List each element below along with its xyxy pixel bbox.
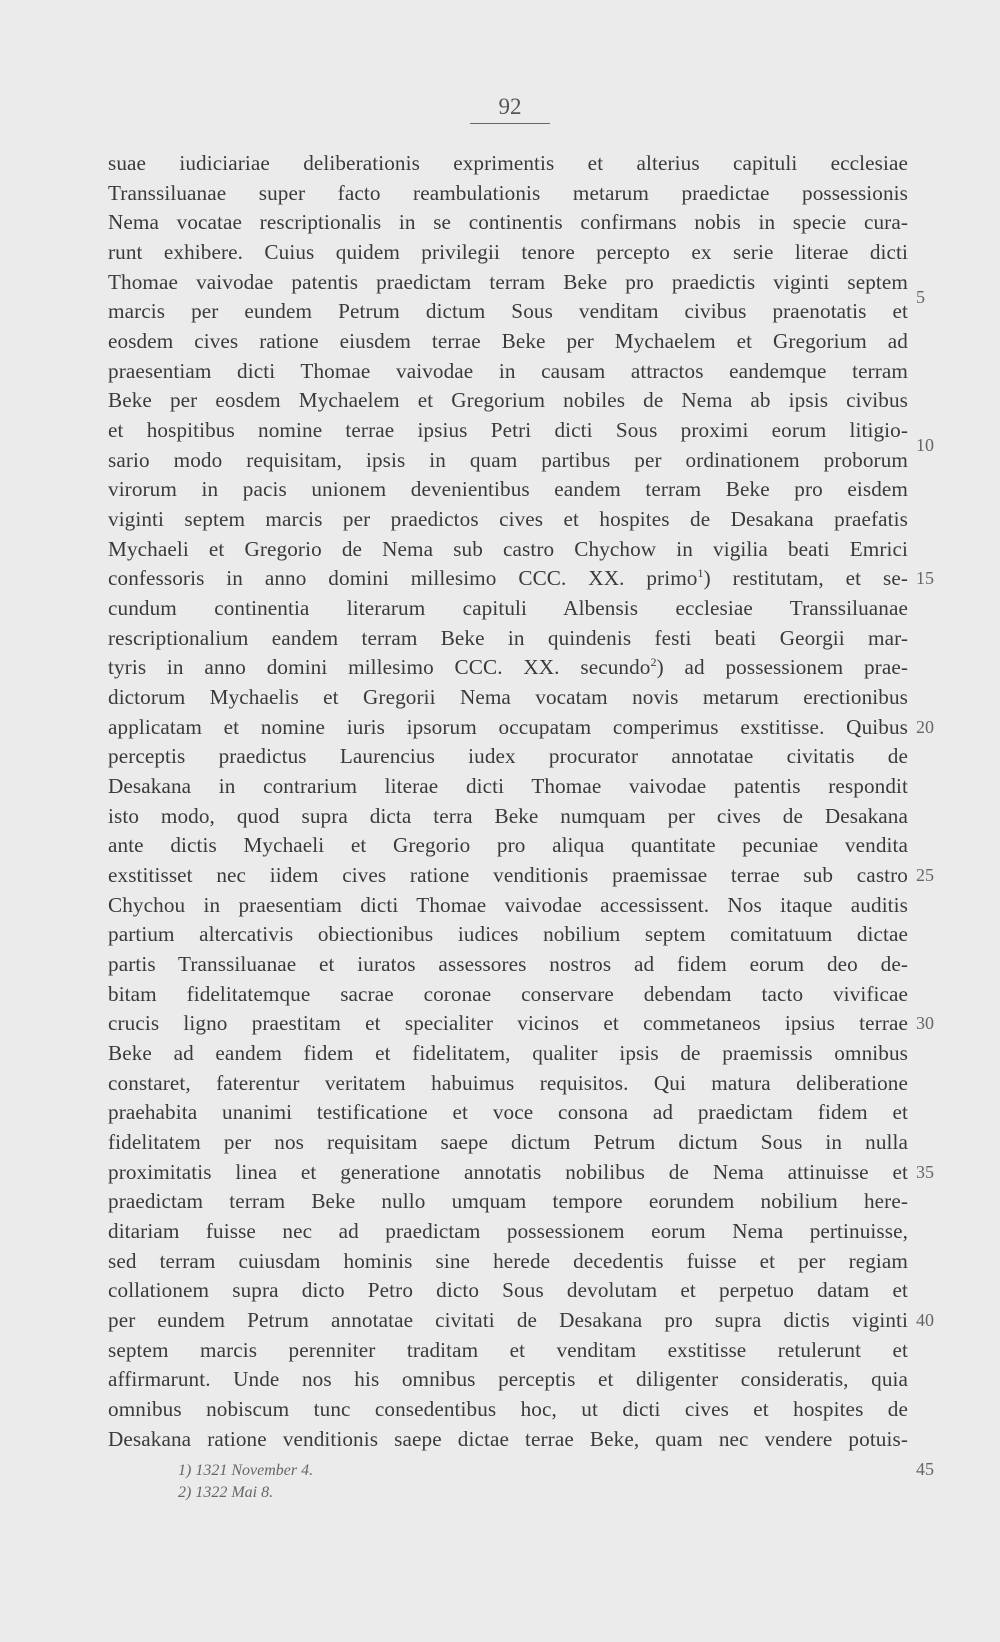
text-line: Transsiluanae super facto reambulationis metarum praedictae possessionis xyxy=(108,181,908,205)
text-line: virorum in pacis unionem devenientibus eandem terram Beke pro eisdem xyxy=(108,477,908,501)
text-fragment: restitutam, et se- xyxy=(732,566,908,590)
text-line: runt exhibere. Cuius quidem privilegii tenore percepto ex serie literae dicti xyxy=(108,240,908,264)
text-line: ditariam fuisse nec ad praedictam possessionem eorum Nema pertinuisse, xyxy=(108,1219,908,1243)
text-line: constaret, faterentur veritatem habuimus requisitos. Qui matura deliberatione xyxy=(108,1071,908,1095)
footnote: 2) 1322 Mai 8. xyxy=(178,1484,274,1501)
text-line: partis Transsiluanae et iuratos assessores nostros ad fidem eorum deo de- xyxy=(108,952,908,976)
footnote: 1) 1321 November 4. xyxy=(178,1462,314,1479)
text-line: affirmarunt. Unde nos his omnibus perceptis et diligenter consideratis, quia xyxy=(108,1367,908,1391)
text-line: viginti septem marcis per praedictos cives et hospites de Desakana praefatis xyxy=(108,507,908,531)
text-line: eosdem cives ratione eiusdem terrae Beke per Mychaelem et Gregorium ad xyxy=(108,329,908,353)
text-line: Mychaeli et Gregorio de Nema sub castro Chychow in vigilia beati Emrici xyxy=(108,537,908,561)
line-number: 10 xyxy=(916,435,934,455)
text-line: septem marcis perenniter traditam et venditam exstitisse retulerunt et xyxy=(108,1338,908,1362)
text-line: isto modo, quod supra dicta terra Beke numquam per cives de Desakana xyxy=(108,804,908,828)
line-number: 45 xyxy=(916,1459,934,1479)
text-line: et hospitibus nomine terrae ipsius Petri dicti Sous proximi eorum litigio- xyxy=(108,418,908,442)
text-line: Beke ad eandem fidem et fidelitatem, qualiter ipsis de praemissis omnibus xyxy=(108,1041,908,1065)
text-line: crucis ligno praestitam et specialiter vicinos et commetaneos ipsius terrae xyxy=(108,1011,908,1035)
text-line: exstitisset nec iidem cives ratione venditionis praemissae terrae sub castro xyxy=(108,863,908,887)
line-number: 20 xyxy=(916,717,934,737)
line-number: 25 xyxy=(916,865,934,885)
text-line: Nema vocatae rescriptionalis in se continentis confirmans nobis in specie cura- xyxy=(108,210,908,234)
text-line-with-footnote: tyris in anno domini millesimo CCC. XX. secundo$^2$) ad possessionem prae- xyxy=(108,654,908,679)
text-line: rescriptionalium eandem terram Beke in quindenis festi beati Georgii mar- xyxy=(108,626,908,650)
footnotes xyxy=(178,1460,313,1504)
line-number: 15 xyxy=(916,568,934,588)
text-line: Beke per eosdem Mychaelem et Gregorium nobiles de Nema ab ipsis civibus xyxy=(108,388,908,412)
text-line-with-footnote: confessoris in anno domini millesimo CCC. XX. primo$^1$) restitutam, et se- xyxy=(108,565,908,590)
line-number: 30 xyxy=(916,1013,934,1033)
text-line: praesentiam dicti Thomae vaivodae in causam attractos eandemque terram xyxy=(108,359,908,383)
line-number: 35 xyxy=(916,1162,934,1182)
footnote-text: 1321 November 4. xyxy=(195,1462,314,1479)
text-fragment: tyris in anno domini millesimo CCC. XX. secundo xyxy=(108,655,651,679)
footnote-marker: 1 xyxy=(697,565,704,580)
footnote-marker: 2 xyxy=(650,654,657,669)
text-line: fidelitatem per nos requisitam saepe dictum Petrum dictum Sous in nulla xyxy=(108,1130,908,1154)
text-line: sed terram cuiusdam hominis sine herede decedentis fuisse et per regiam xyxy=(108,1249,908,1273)
text-fragment: ad possessionem prae- xyxy=(684,655,908,679)
text-line: omnibus nobiscum tunc consedentibus hoc, ut dicti cives et hospites de xyxy=(108,1397,908,1421)
text-line: applicatam et nomine iuris ipsorum occupatam comperimus exstitisse. Quibus xyxy=(108,715,908,739)
footnote-marker: 2 xyxy=(178,1484,186,1501)
line-number: 5 xyxy=(916,287,925,307)
text-line: proximitatis linea et generatione annotatis nobilibus de Nema attinuisse et xyxy=(108,1160,908,1184)
line-number: 40 xyxy=(916,1310,934,1330)
text-line: ante dictis Mychaeli et Gregorio pro aliqua quantitate pecuniae vendita xyxy=(108,833,908,857)
text-line: Desakana ratione venditionis saepe dictae terrae Beke, quam nec vendere potuis- xyxy=(108,1427,908,1451)
text-fragment: confessoris in anno domini millesimo CCC. XX. primo xyxy=(108,566,698,590)
page-number-rule xyxy=(470,123,550,124)
footnote-marker: 1 xyxy=(178,1462,186,1479)
text-line: partium altercativis obiectionibus iudices nobilium septem comitatuum dictae xyxy=(108,922,908,946)
text-line: Thomae vaivodae patentis praedictam terram Beke pro praedictis viginti septem xyxy=(108,270,908,294)
text-line: suae iudiciariae deliberationis exprimentis et alterius capituli ecclesiae xyxy=(108,151,908,175)
text-line: cundum continentia literarum capituli Albensis ecclesiae Transsiluanae xyxy=(108,596,908,620)
text-line: per eundem Petrum annotatae civitati de Desakana pro supra dictis viginti xyxy=(108,1308,908,1332)
text-line: Desakana in contrarium literae dicti Thomae vaivodae patentis respondit xyxy=(108,774,908,798)
text-line: Chychou in praesentiam dicti Thomae vaivodae accessissent. Nos itaque auditis xyxy=(108,893,908,917)
text-line: marcis per eundem Petrum dictum Sous venditam civibus praenotatis et xyxy=(108,299,908,323)
text-line: bitam fidelitatemque sacrae coronae conservare debendam tacto vivificae xyxy=(108,982,908,1006)
page-number: 92 xyxy=(498,94,522,119)
text-line: praedictam terram Beke nullo umquam tempore eorundem nobilium here- xyxy=(108,1189,908,1213)
footnote-text: 1322 Mai 8. xyxy=(195,1484,274,1501)
text-line: praehabita unanimi testificatione et voce consona ad praedictam fidem et xyxy=(108,1100,908,1124)
text-line: collationem supra dicto Petro dicto Sous devolutam et perpetuo datam et xyxy=(108,1278,908,1302)
text-line: sario modo requisitam, ipsis in quam partibus per ordinationem proborum xyxy=(108,448,908,472)
text-line: dictorum Mychaelis et Gregorii Nema vocatam novis metarum erectionibus xyxy=(108,685,908,709)
text-line: perceptis praedictus Laurencius iudex procurator annotatae civitatis de xyxy=(108,744,908,768)
